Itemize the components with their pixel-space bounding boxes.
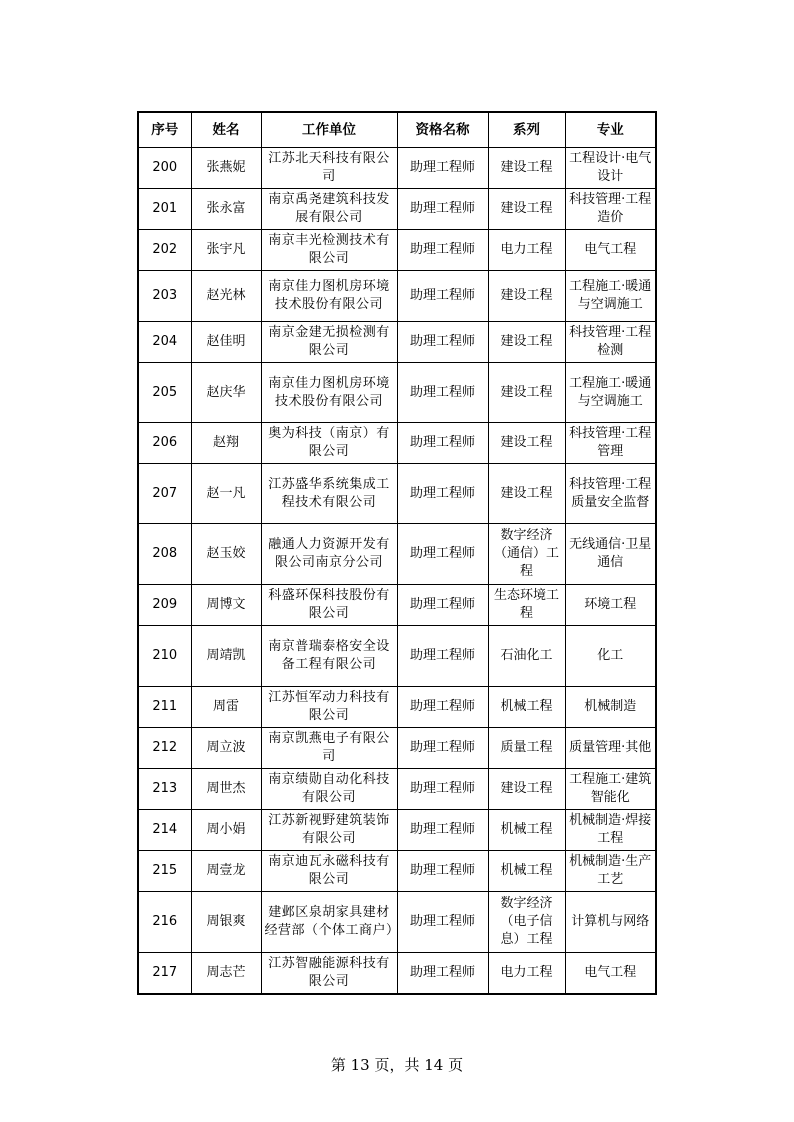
- cell-specialty: 机械制造·焊接工程: [565, 810, 656, 851]
- cell-serial: 214: [138, 810, 191, 851]
- cell-serial: 203: [138, 271, 191, 322]
- cell-specialty: 计算机与网络: [565, 892, 656, 953]
- cell-specialty: 科技管理·工程管理: [565, 423, 656, 464]
- cell-qualification: 助理工程师: [397, 810, 488, 851]
- cell-specialty: 无线通信·卫星通信: [565, 524, 656, 585]
- cell-name: 赵翔: [191, 423, 261, 464]
- header-employer: 工作单位: [261, 112, 397, 148]
- cell-specialty: 工程施工·暖通与空调施工: [565, 271, 656, 322]
- cell-employer: 南京金建无损检测有限公司: [261, 322, 397, 363]
- cell-qualification: 助理工程师: [397, 271, 488, 322]
- cell-name: 张燕妮: [191, 148, 261, 189]
- cell-employer: 融通人力资源开发有限公司南京分公司: [261, 524, 397, 585]
- cell-specialty: 机械制造: [565, 687, 656, 728]
- cell-specialty: 化工: [565, 626, 656, 687]
- cell-qualification: 助理工程师: [397, 892, 488, 953]
- cell-qualification: 助理工程师: [397, 585, 488, 626]
- cell-employer: 南京绩勋自动化科技有限公司: [261, 769, 397, 810]
- cell-name: 周壹龙: [191, 851, 261, 892]
- cell-employer: 科盛环保科技股份有限公司: [261, 585, 397, 626]
- cell-serial: 202: [138, 230, 191, 271]
- table-row: [138, 464, 656, 524]
- cell-serial: 208: [138, 524, 191, 585]
- cell-specialty: 质量管理·其他: [565, 728, 656, 769]
- table-row: [138, 687, 656, 728]
- cell-name: 周银爽: [191, 892, 261, 953]
- cell-series: 建设工程: [488, 769, 565, 810]
- table-row: [138, 810, 656, 851]
- table-row: [138, 322, 656, 363]
- cell-employer: 江苏新视野建筑装饰有限公司: [261, 810, 397, 851]
- table-row: [138, 148, 656, 189]
- cell-name: 赵一凡: [191, 464, 261, 524]
- cell-series: 机械工程: [488, 687, 565, 728]
- header-serial: 序号: [138, 112, 191, 148]
- cell-specialty: 科技管理·工程质量安全监督: [565, 464, 656, 524]
- cell-serial: 201: [138, 189, 191, 230]
- cell-employer: 南京佳力图机房环境技术股份有限公司: [261, 271, 397, 322]
- cell-employer: 南京普瑞泰格安全设备工程有限公司: [261, 626, 397, 687]
- cell-employer: 南京佳力图机房环境技术股份有限公司: [261, 363, 397, 423]
- cell-qualification: 助理工程师: [397, 322, 488, 363]
- cell-employer: 江苏智融能源科技有限公司: [261, 953, 397, 994]
- cell-specialty: 电气工程: [565, 230, 656, 271]
- cell-qualification: 助理工程师: [397, 769, 488, 810]
- cell-qualification: 助理工程师: [397, 626, 488, 687]
- cell-series: 电力工程: [488, 230, 565, 271]
- cell-qualification: 助理工程师: [397, 148, 488, 189]
- cell-qualification: 助理工程师: [397, 851, 488, 892]
- header-name: 姓名: [191, 112, 261, 148]
- cell-specialty: 科技管理·工程检测: [565, 322, 656, 363]
- cell-employer: 南京凯燕电子有限公司: [261, 728, 397, 769]
- cell-serial: 212: [138, 728, 191, 769]
- cell-series: 机械工程: [488, 851, 565, 892]
- cell-employer: 江苏北天科技有限公司: [261, 148, 397, 189]
- cell-serial: 206: [138, 423, 191, 464]
- cell-qualification: 助理工程师: [397, 230, 488, 271]
- cell-name: 周立波: [191, 728, 261, 769]
- cell-series: 建设工程: [488, 363, 565, 423]
- cell-serial: 207: [138, 464, 191, 524]
- cell-specialty: 机械制造·生产工艺: [565, 851, 656, 892]
- cell-qualification: 助理工程师: [397, 524, 488, 585]
- cell-name: 周小娟: [191, 810, 261, 851]
- cell-series: 数字经济（通信）工程: [488, 524, 565, 585]
- cell-specialty: 工程施工·暖通与空调施工: [565, 363, 656, 423]
- cell-serial: 200: [138, 148, 191, 189]
- cell-serial: 215: [138, 851, 191, 892]
- cell-series: 生态环境工程: [488, 585, 565, 626]
- table-row: [138, 271, 656, 322]
- table-row: [138, 851, 656, 892]
- cell-series: 电力工程: [488, 953, 565, 994]
- table-header-row: [138, 112, 656, 148]
- table-row: [138, 189, 656, 230]
- header-qualification: 资格名称: [397, 112, 488, 148]
- header-series: 系列: [488, 112, 565, 148]
- cell-serial: 211: [138, 687, 191, 728]
- table-row: [138, 423, 656, 464]
- cell-specialty: 电气工程: [565, 953, 656, 994]
- cell-name: 赵佳明: [191, 322, 261, 363]
- cell-name: 赵玉姣: [191, 524, 261, 585]
- cell-employer: 南京禹尧建筑科技发展有限公司: [261, 189, 397, 230]
- cell-qualification: 助理工程师: [397, 687, 488, 728]
- cell-series: 建设工程: [488, 148, 565, 189]
- cell-name: 赵庆华: [191, 363, 261, 423]
- cell-name: 周博文: [191, 585, 261, 626]
- cell-qualification: 助理工程师: [397, 189, 488, 230]
- cell-employer: 江苏恒军动力科技有限公司: [261, 687, 397, 728]
- table-row: [138, 363, 656, 423]
- table-row: [138, 626, 656, 687]
- table-row: [138, 524, 656, 585]
- cell-employer: 南京丰光检测技术有限公司: [261, 230, 397, 271]
- cell-serial: 213: [138, 769, 191, 810]
- cell-serial: 205: [138, 363, 191, 423]
- cell-name: 周世杰: [191, 769, 261, 810]
- cell-specialty: 环境工程: [565, 585, 656, 626]
- cell-employer: 建邺区泉胡家具建材经营部（个体工商户）: [261, 892, 397, 953]
- qualification-table: [137, 111, 657, 995]
- cell-series: 建设工程: [488, 271, 565, 322]
- cell-serial: 216: [138, 892, 191, 953]
- cell-specialty: 工程设计·电气设计: [565, 148, 656, 189]
- cell-series: 建设工程: [488, 423, 565, 464]
- cell-employer: 江苏盛华系统集成工程技术有限公司: [261, 464, 397, 524]
- cell-series: 建设工程: [488, 322, 565, 363]
- cell-name: 张永富: [191, 189, 261, 230]
- cell-name: 周志芒: [191, 953, 261, 994]
- page-footer: 第 13 页，共 14 页: [330, 1056, 464, 1074]
- cell-employer: 奥为科技（南京）有限公司: [261, 423, 397, 464]
- cell-series: 机械工程: [488, 810, 565, 851]
- cell-name: 赵光林: [191, 271, 261, 322]
- table-row: [138, 953, 656, 994]
- table-row: [138, 769, 656, 810]
- cell-specialty: 科技管理·工程造价: [565, 189, 656, 230]
- cell-qualification: 助理工程师: [397, 728, 488, 769]
- cell-serial: 209: [138, 585, 191, 626]
- cell-employer: 南京迪瓦永磁科技有限公司: [261, 851, 397, 892]
- cell-series: 石油化工: [488, 626, 565, 687]
- table-row: [138, 585, 656, 626]
- cell-serial: 217: [138, 953, 191, 994]
- cell-series: 质量工程: [488, 728, 565, 769]
- cell-qualification: 助理工程师: [397, 464, 488, 524]
- cell-serial: 204: [138, 322, 191, 363]
- table-row: [138, 230, 656, 271]
- cell-qualification: 助理工程师: [397, 363, 488, 423]
- table-row: [138, 892, 656, 953]
- cell-name: 张宇凡: [191, 230, 261, 271]
- cell-series: 建设工程: [488, 189, 565, 230]
- cell-qualification: 助理工程师: [397, 953, 488, 994]
- cell-name: 周靖凯: [191, 626, 261, 687]
- cell-serial: 210: [138, 626, 191, 687]
- header-specialty: 专业: [565, 112, 656, 148]
- cell-qualification: 助理工程师: [397, 423, 488, 464]
- table-row: [138, 728, 656, 769]
- cell-name: 周雷: [191, 687, 261, 728]
- cell-series: 数字经济（电子信息）工程: [488, 892, 565, 953]
- cell-series: 建设工程: [488, 464, 565, 524]
- cell-specialty: 工程施工·建筑智能化: [565, 769, 656, 810]
